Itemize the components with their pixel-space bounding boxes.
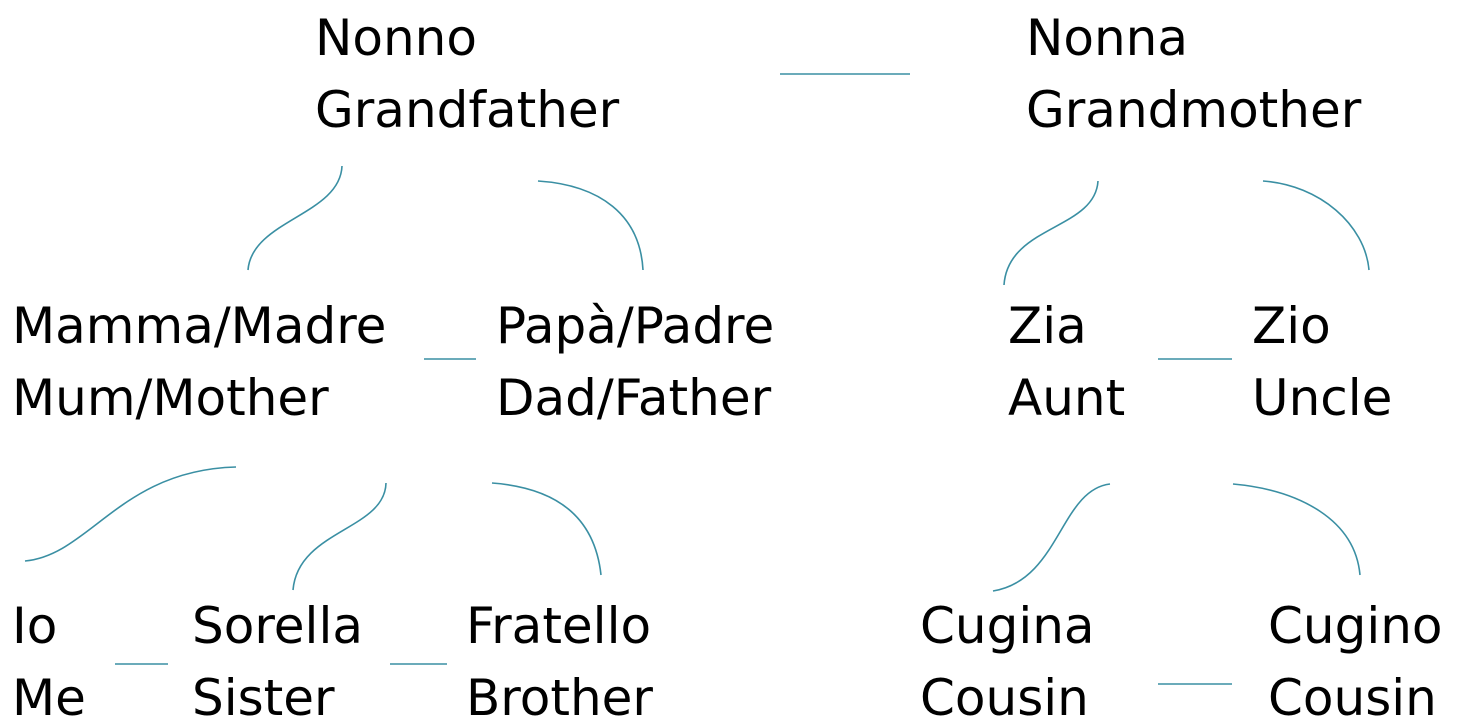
label-italian: Fratello xyxy=(466,597,652,655)
arrow-zia-to-cugina xyxy=(993,484,1110,591)
node-zia xyxy=(1008,290,1125,434)
arrow-papa-to-fratello xyxy=(492,483,601,575)
label-english: Brother xyxy=(466,669,653,726)
node-mamma xyxy=(12,290,386,434)
label-english: Sister xyxy=(192,669,335,726)
label-english: Dad/Father xyxy=(496,369,772,427)
arrow-nonno-to-papa xyxy=(538,181,643,270)
label-italian: Cugina xyxy=(920,597,1095,655)
arrow-mamma-to-io xyxy=(25,467,236,561)
label-italian: Cugino xyxy=(1268,597,1443,655)
label-english: Me xyxy=(12,669,86,726)
node-sorella xyxy=(192,590,363,726)
label-english: Mum/Mother xyxy=(12,369,329,427)
label-italian: Io xyxy=(12,597,58,655)
arrow-mamma-to-sorella xyxy=(293,483,386,590)
node-cugina xyxy=(920,590,1095,726)
arrow-nonno-to-mamma xyxy=(248,166,342,270)
node-nonna xyxy=(1026,2,1361,146)
node-fratello xyxy=(466,590,653,726)
label-italian: Papà/Padre xyxy=(496,297,775,355)
label-english: Uncle xyxy=(1252,369,1393,427)
arrow-zio-to-cugino xyxy=(1233,484,1360,575)
label-italian: Sorella xyxy=(192,597,363,655)
label-italian: Mamma/Madre xyxy=(12,297,387,355)
label-italian: Zio xyxy=(1252,297,1331,355)
node-cugino xyxy=(1268,590,1443,726)
node-nonno xyxy=(315,2,619,146)
arrow-nonna-to-zio xyxy=(1263,181,1369,270)
label-english: Aunt xyxy=(1008,369,1126,427)
node-papa xyxy=(496,290,774,434)
label-english: Cousin xyxy=(920,669,1089,726)
node-io xyxy=(12,590,86,726)
label-english: Cousin xyxy=(1268,669,1437,726)
label-english: Grandmother xyxy=(1026,81,1362,139)
label-english: Grandfather xyxy=(315,81,620,139)
arrow-nonna-to-zia xyxy=(1004,181,1098,285)
node-zio xyxy=(1252,290,1392,434)
label-italian: Nonno xyxy=(315,9,477,67)
label-italian: Nonna xyxy=(1026,9,1189,67)
label-italian: Zia xyxy=(1008,297,1087,355)
